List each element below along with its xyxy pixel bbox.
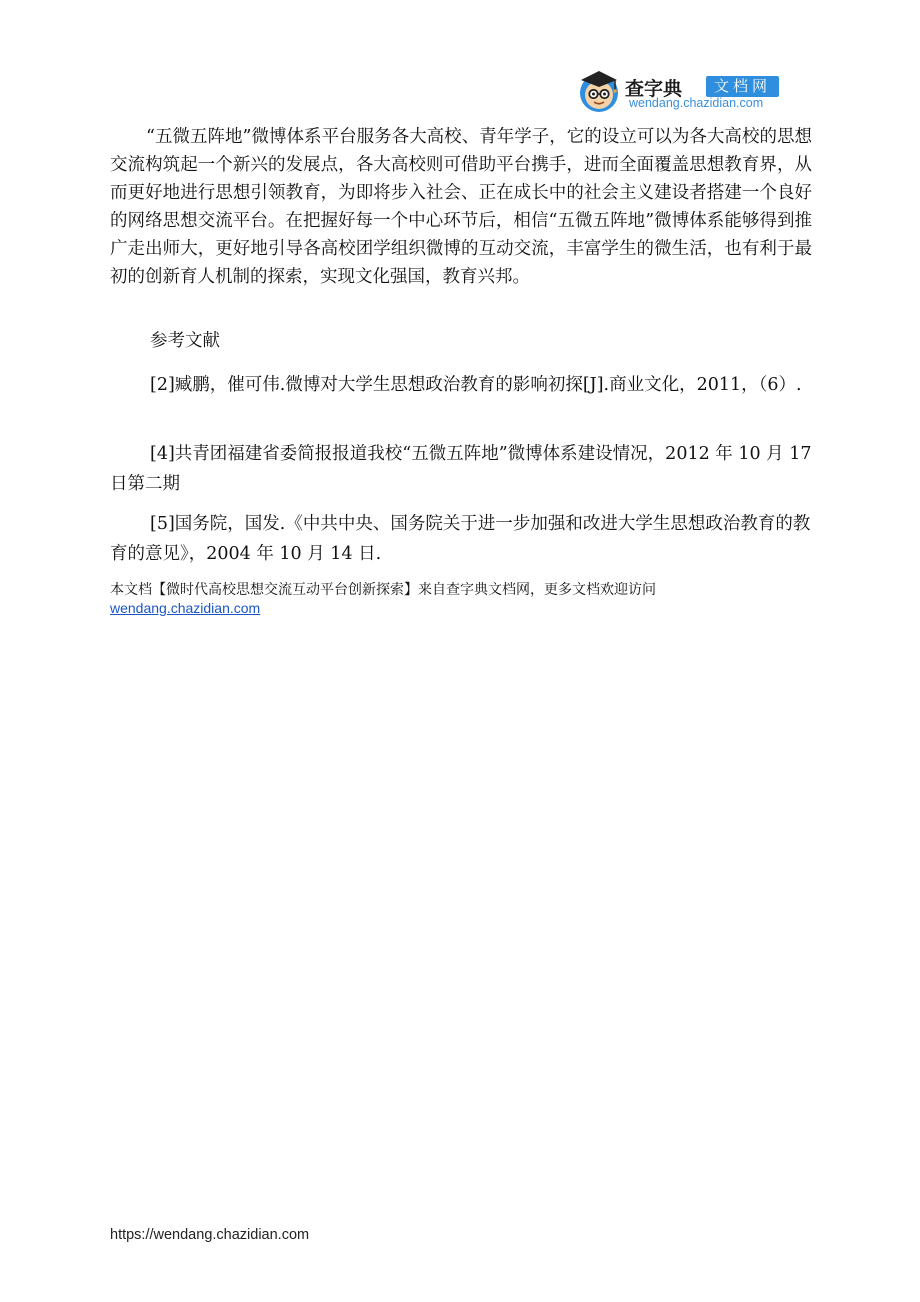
footer-note-text: 本文档【微时代高校思想交流互动平台创新探索】来自查字典文档网，更多文档欢迎访问: [110, 582, 656, 598]
footer-note: [110, 581, 812, 618]
logo-brand: 查字典: [625, 78, 683, 100]
page-url: https://wendang.chazidian.com: [110, 1227, 310, 1243]
scholar-mascot-icon: [575, 66, 623, 114]
references-heading: 参考文献: [150, 331, 220, 351]
footer-link[interactable]: wendang.chazidian.com: [110, 600, 261, 616]
body-paragraph: “五微五阵地”微博体系平台服务各大高校、青年学子，它的设立可以为各大高校的思想交流构筑起一个新兴的发展点，各大高校则可借助平台携手，进而全面覆盖思想教育界，从而更好地进行思想引领教育，为即将步入社会、正在成长中的社会主义建设者搭建一个良好的网络思想交流平台。在把握好每一个中心环节后，相信“五微五阵地”微博体系能够得到推广走出师大，更好地引导各高校团学组织微博的互动交流，丰富学生的微生活，也有利于最初的创新育人机制的探索，实现文化强国，教育兴邦。: [110, 127, 812, 287]
reference-item: [4]共青团福建省委简报报道我校“五微五阵地”微博体系建设情况，2012 年 10 月 17 日第二期: [110, 444, 812, 494]
logo-tag: 文档网: [706, 76, 779, 97]
reference-item: [5]国务院，国发.《中共中央、国务院关于进一步加强和改进大学生思想政治教育的教育的意见》，2004 年 10 月 14 日.: [110, 514, 811, 564]
logo-domain: wendang.chazidian.com: [629, 96, 764, 110]
reference-item: [2]臧鹏，催可伟.微博对大学生思想政治教育的影响初探[J].商业文化，2011，（6）.: [150, 375, 802, 395]
site-logo[interactable]: [575, 66, 810, 116]
